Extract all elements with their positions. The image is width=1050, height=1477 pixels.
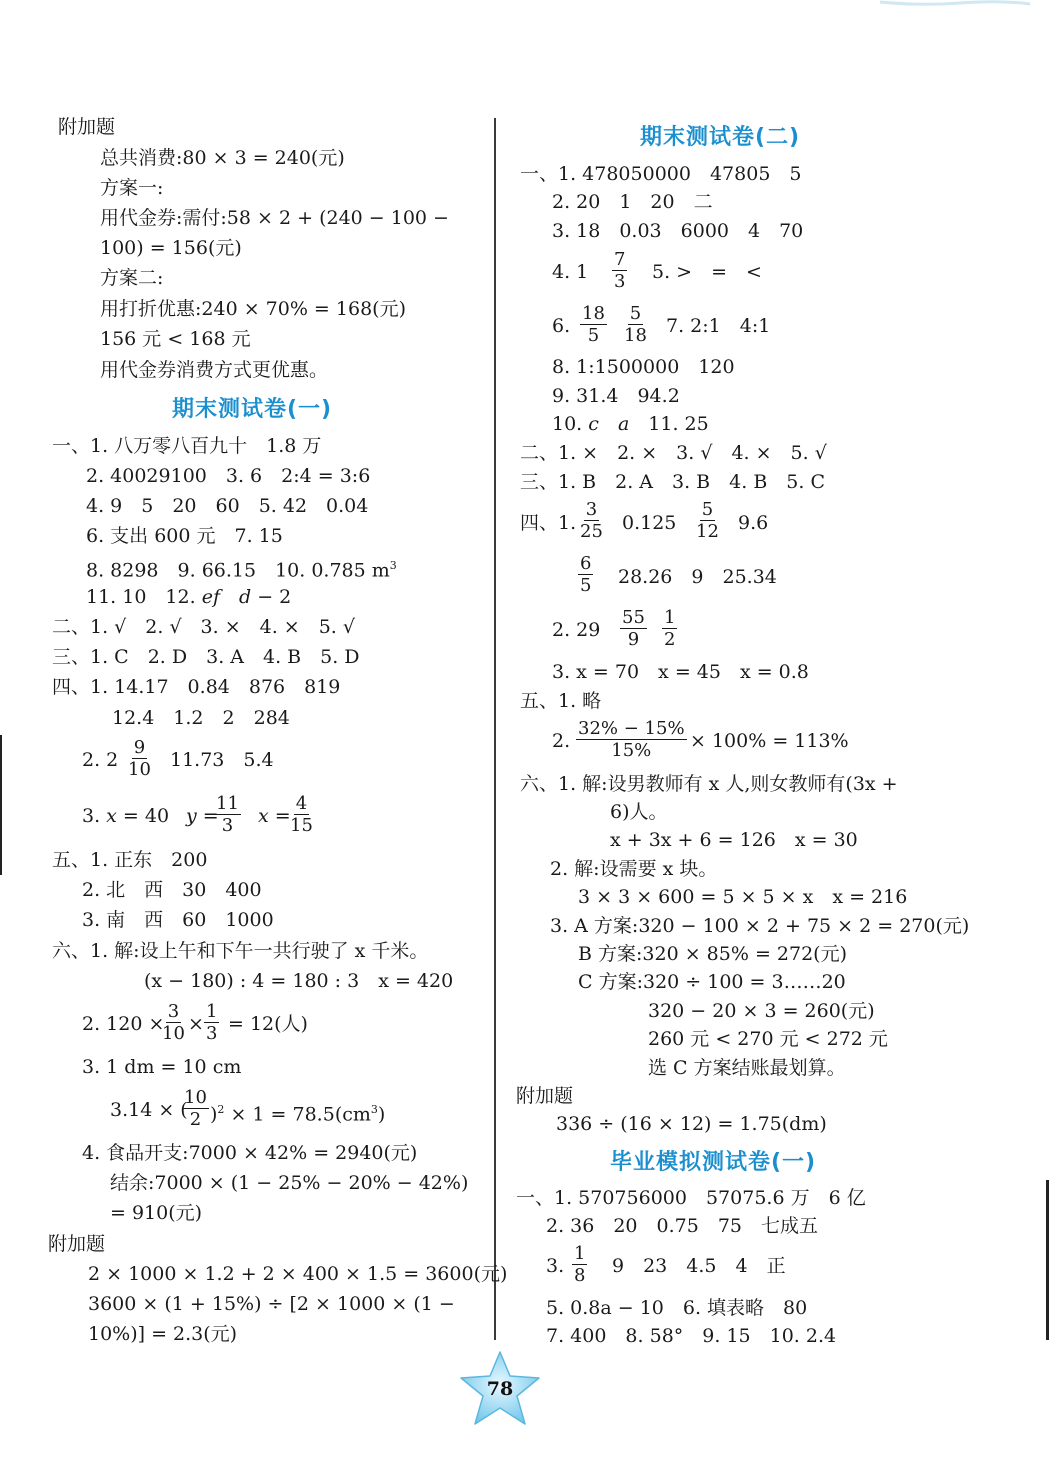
fraction: $\frac{55}{9}$ xyxy=(622,607,645,650)
answer-line: 六、1. 解:设男教师有 x 人,则女教师有(3x + xyxy=(520,773,898,795)
answer-line: 一、1. 478050000 47805 5 xyxy=(520,163,802,185)
fraction: $\frac{6}{5}$ xyxy=(580,553,592,596)
answer-line: 结余:7000 × (1 − 25% − 20% − 42%) xyxy=(110,1172,469,1194)
answer-line: = 910(元) xyxy=(110,1202,203,1224)
fraction: $\frac{10}{2}$ xyxy=(184,1087,207,1130)
page-number: 78 xyxy=(486,1378,514,1400)
answer-line: 5. > = < xyxy=(652,261,762,283)
answer-line: 四、1. xyxy=(520,512,577,534)
page-number-badge xyxy=(455,1348,545,1428)
answer-line: 总共消费:80 × 3 = 240(元) xyxy=(100,147,345,169)
answer-line: 2. 29 xyxy=(552,619,601,641)
fraction: $\frac{5}{12}$ xyxy=(696,499,719,542)
answer-line: 0.125 xyxy=(622,512,677,534)
answer-line: (x − 180) : 4 = 180 : 3 x = 420 xyxy=(144,970,454,992)
section-title-graduation-mock-1: 毕业模拟测试卷(一) xyxy=(610,1150,817,1175)
left-edge-mark xyxy=(0,735,2,875)
top-decoration xyxy=(840,0,1040,10)
answer-line: 3. 南 西 60 1000 xyxy=(82,909,274,931)
answer-line: 2. 40029100 3. 6 2:4 = 3:6 xyxy=(86,465,371,487)
answer-line: 方案二: xyxy=(100,267,164,289)
fraction: $\frac{1}{2}$ xyxy=(664,607,676,650)
answer-line: 7. 2:1 4:1 xyxy=(666,315,771,337)
answer-line: 2 × 1000 × 1.2 + 2 × 400 × 1.5 = 3600(元) xyxy=(88,1263,508,1285)
fraction: $\frac{32\% - 15\%}{15\%}$ xyxy=(578,718,685,761)
answer-line: x = xyxy=(258,805,291,827)
fraction: $\frac{3}{10}$ xyxy=(162,1001,185,1044)
answer-line: 4. 9 5 20 60 5. 42 0.04 xyxy=(86,495,369,517)
answer-line: 2. xyxy=(552,730,571,752)
answer-line: 选 C 方案结账最划算。 xyxy=(648,1057,846,1079)
fraction: $\frac{11}{3}$ xyxy=(216,793,239,836)
fraction: $\frac{7}{3}$ xyxy=(614,249,626,292)
answer-line: x + 3x + 6 = 126 x = 30 xyxy=(610,829,858,851)
answer-line: 4. 食品开支:7000 × 42% = 2940(元) xyxy=(82,1142,418,1164)
answer-line: 一、1. 八万零八百九十 1.8 万 xyxy=(52,435,322,457)
answer-line: 9.6 xyxy=(738,512,769,534)
answer-line: 五、1. 略 xyxy=(520,690,602,712)
answer-line: 9. 31.4 94.2 xyxy=(552,385,680,407)
fraction: $\frac{1}{3}$ xyxy=(206,1001,218,1044)
answer-line: × 100% = 113% xyxy=(690,730,849,752)
answer-line: 10. c a 11. 25 xyxy=(552,413,709,435)
answer-line: 3. A 方案:320 − 100 × 2 + 75 × 2 = 270(元) xyxy=(550,915,970,937)
fraction: $\frac{3}{25}$ xyxy=(580,499,603,542)
answer-line: 3. x = 40 xyxy=(82,805,170,827)
answer-line: 2. 120 × xyxy=(82,1013,165,1035)
answer-line: 2. 北 西 30 400 xyxy=(82,879,262,901)
bonus-label: 附加题 xyxy=(48,1233,106,1255)
answer-line: 6)人。 xyxy=(610,801,668,823)
answer-line: y = xyxy=(186,805,219,827)
answer-line: 6. 支出 600 元 7. 15 xyxy=(86,525,283,547)
answer-line: 用代金券:需付:58 × 2 + (240 − 100 − xyxy=(100,207,449,229)
answer-line: 260 元 < 270 元 < 272 元 xyxy=(648,1028,888,1050)
answer-line: 4. 1 xyxy=(552,261,589,283)
answer-line: 五、1. 正东 200 xyxy=(52,849,208,871)
answer-line: 用代金券消费方式更优惠。 xyxy=(100,359,329,381)
answer-line: 一、1. 570756000 57075.6 万 6 亿 xyxy=(516,1187,866,1209)
fraction: $\frac{18}{5}$ xyxy=(582,303,605,346)
answer-line: 3. xyxy=(546,1255,565,1277)
answer-line: × xyxy=(188,1013,204,1035)
answer-line: 5. 0.8a − 10 6. 填表略 80 xyxy=(546,1297,808,1319)
answer-line: 8. 1:1500000 120 xyxy=(552,356,735,378)
bonus-label: 附加题 xyxy=(58,116,116,138)
answer-line: )$^2 \times 1 = 78.5(cm^3)$ xyxy=(210,1103,386,1126)
answer-line: 六、1. 解:设上午和下午一共行驶了 x 千米。 xyxy=(52,940,429,962)
section-title-final-exam-1: 期末测试卷(一) xyxy=(172,397,333,422)
answer-line: 用打折优惠:240 × 70% = 168(元) xyxy=(100,298,406,320)
answer-line: 10%)] = 2.3(元) xyxy=(88,1323,238,1345)
answer-line: 3. 1 dm = 10 cm xyxy=(82,1056,242,1078)
answer-line: 3600 × (1 + 15%) ÷ [2 × 1000 × (1 − xyxy=(88,1293,455,1315)
answer-line: 100) = 156(元) xyxy=(100,237,242,259)
answer-line: 2. 20 1 20 二 xyxy=(552,191,713,213)
answer-line: 6. xyxy=(552,315,571,337)
fraction: $\frac{4}{15}$ xyxy=(290,793,313,836)
answer-line: 28.26 9 25.34 xyxy=(618,566,777,588)
answer-line: 11. 10 12. ef d − 2 xyxy=(86,586,292,608)
fraction: $\frac{1}{8}$ xyxy=(574,1243,586,1286)
answer-line: 四、1. 14.17 0.84 876 819 xyxy=(52,676,341,698)
fraction: $\frac{9}{10}$ xyxy=(128,737,151,780)
section-title-final-exam-2: 期末测试卷(二) xyxy=(640,125,801,150)
bonus-label: 附加题 xyxy=(516,1085,574,1107)
fraction: $\frac{5}{18}$ xyxy=(624,303,647,346)
answer-line: 9 23 4.5 4 正 xyxy=(612,1255,786,1277)
answer-line: = 12(人) xyxy=(228,1013,308,1035)
answer-line: 7. 400 8. 58° 9. 15 10. 2.4 xyxy=(546,1325,837,1347)
answer-line: 3. 18 0.03 6000 4 70 xyxy=(552,220,804,242)
answer-line: 2. 2 xyxy=(82,749,119,771)
answer-line: 320 − 20 × 3 = 260(元) xyxy=(648,1000,875,1022)
answer-line: 156 元 < 168 元 xyxy=(100,328,251,350)
answer-line: C 方案:320 ÷ 100 = 3……20 xyxy=(578,971,846,993)
answer-line: 方案一: xyxy=(100,177,164,199)
column-divider xyxy=(494,118,496,1340)
answer-line: 8. 8298 9. 66.15 10. 0.785 $m^3$ xyxy=(86,559,397,582)
answer-line: 2. 36 20 0.75 75 七成五 xyxy=(546,1215,819,1237)
answer-line: 二、1. × 2. × 3. √ 4. × 5. √ xyxy=(520,442,827,464)
answer-line: 11.73 5.4 xyxy=(170,749,274,771)
answer-line: 12.4 1.2 2 284 xyxy=(112,707,290,729)
answer-line: 3. x = 70 x = 45 x = 0.8 xyxy=(552,661,809,683)
answer-line: 二、1. √ 2. √ 3. × 4. × 5. √ xyxy=(52,616,355,638)
answer-line: B 方案:320 × 85% = 272(元) xyxy=(578,943,847,965)
answer-line: 2. 解:设需要 x 块。 xyxy=(550,858,718,880)
answer-line: 336 ÷ (16 × 12) = 1.75(dm) xyxy=(556,1113,827,1135)
answer-line: 三、1. B 2. A 3. B 4. B 5. C xyxy=(520,471,825,493)
answer-line: 3 × 3 × 600 = 5 × 5 × x x = 216 xyxy=(578,886,908,908)
right-edge-mark xyxy=(1046,1180,1049,1340)
answer-line: 三、1. C 2. D 3. A 4. B 5. D xyxy=(52,646,360,668)
answer-line: 3.14 × ( xyxy=(110,1099,188,1121)
